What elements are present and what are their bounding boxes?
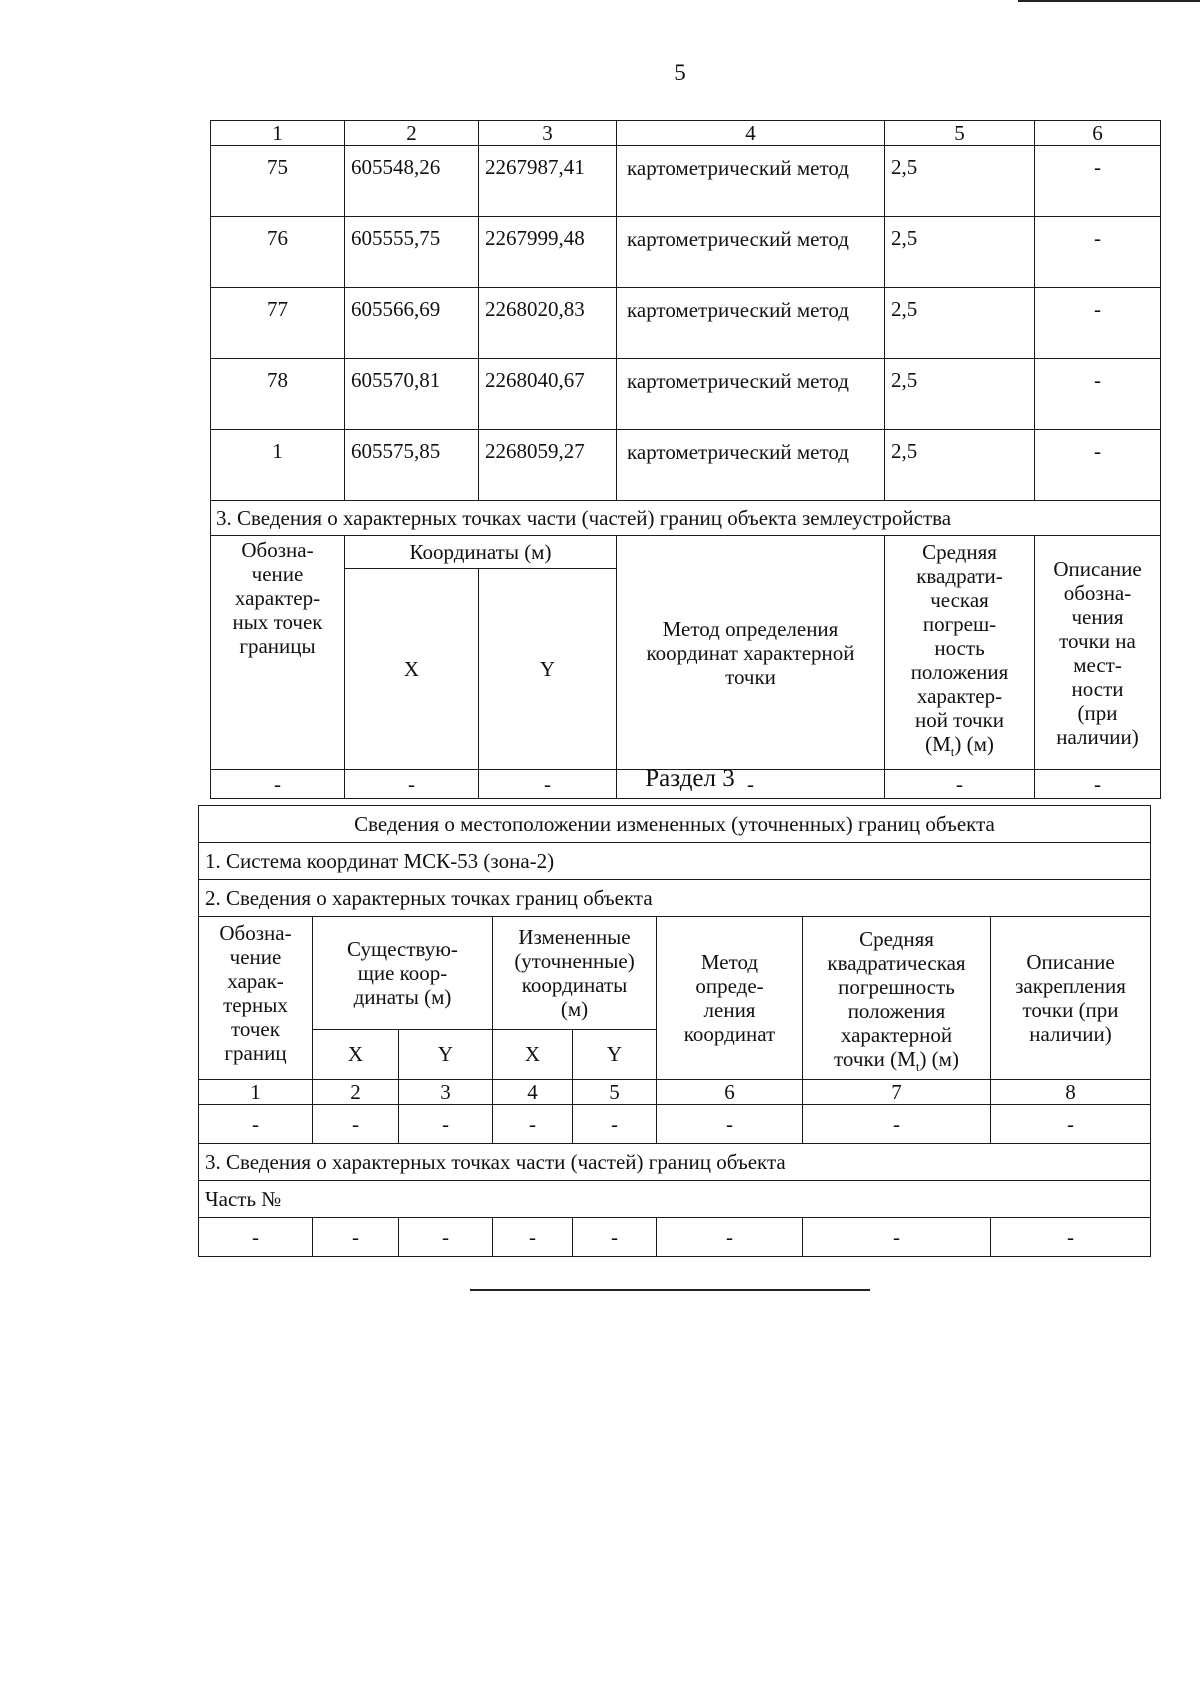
dash-cell: - (657, 1218, 803, 1257)
error-value: 2,5 (885, 146, 1035, 217)
dash-cell: - (211, 770, 345, 799)
coord-x: 605570,81 (345, 359, 479, 430)
changed-boundaries-table (198, 805, 1151, 1257)
description: - (1035, 217, 1161, 288)
error-value: 2,5 (885, 359, 1035, 430)
dash-cell: - (1035, 770, 1161, 799)
coord-x: 605555,75 (345, 217, 479, 288)
dash-cell: - (991, 1218, 1151, 1257)
error-value: 2,5 (885, 288, 1035, 359)
point-id: 1 (211, 430, 345, 501)
error-header (803, 917, 991, 1080)
table-row (211, 359, 1161, 430)
part-label-row (199, 1181, 1151, 1218)
dash-cell: - (199, 1218, 313, 1257)
col-num: 8 (991, 1080, 1151, 1105)
coord-y: 2267999,48 (479, 217, 617, 288)
coordinate-system: 1. Система координат МСК-53 (зона-2) (199, 843, 1151, 880)
top-edge-line (1018, 0, 1200, 2)
parts-title: 3. Сведения о характерных точках части (частей) границ объекта (199, 1144, 1151, 1181)
table-row (211, 288, 1161, 359)
col-num: 2 (313, 1080, 399, 1105)
coord-y: 2267987,41 (479, 146, 617, 217)
column-numbers-row (211, 121, 1161, 146)
designation-header: Обозна- чение харак- терных точек границ (199, 917, 313, 1080)
col-num: 5 (885, 121, 1035, 146)
point-id: 76 (211, 217, 345, 288)
dash-cell: - (399, 1218, 493, 1257)
part-label: Часть № (199, 1181, 1151, 1218)
dash-cell: - (313, 1105, 399, 1144)
description: - (1035, 359, 1161, 430)
error-value: 2,5 (885, 430, 1035, 501)
error-header-tail: ) (м) (954, 732, 994, 756)
error-header-sub: t (915, 1059, 920, 1075)
col-num: 2 (345, 121, 479, 146)
section3-title: 3. Сведения о характерных точках части (частей) границ объекта землеустройства (211, 501, 1161, 536)
coord-y: 2268020,83 (479, 288, 617, 359)
dash-cell: - (573, 1218, 657, 1257)
method-header: Метод определения координат характерной точки (617, 536, 885, 770)
table-title: Сведения о местоположении измененных (уточненных) границ объекта (199, 806, 1151, 843)
error-header-tail: ) (м) (919, 1047, 959, 1071)
changed-coords-header: Измененные (уточненные) координаты (м) (493, 917, 657, 1030)
description: - (1035, 430, 1161, 501)
dash-cell: - (617, 770, 885, 799)
col-num: 6 (657, 1080, 803, 1105)
col-num: 3 (479, 121, 617, 146)
col-num: 4 (617, 121, 885, 146)
y-header: Y (479, 569, 617, 770)
dash-cell: - (199, 1105, 313, 1144)
error-header-text: Средняя квадрати- ческая погреш- ность положения характер- ной точки (M (910, 540, 1009, 756)
table-row (211, 430, 1161, 501)
dash-cell: - (803, 1218, 991, 1257)
description: - (1035, 288, 1161, 359)
table-row (199, 1218, 1151, 1257)
method: картометрический метод (617, 217, 885, 288)
error-header (885, 536, 1035, 770)
col-num: 1 (211, 121, 345, 146)
points-title: 2. Сведения о характерных точках границ объекта (199, 880, 1151, 917)
coord-x: 605575,85 (345, 430, 479, 501)
y-header: Y (573, 1029, 657, 1080)
method: картометрический метод (617, 146, 885, 217)
x-header: X (345, 569, 479, 770)
dash-cell: - (345, 770, 479, 799)
designation-header: Обозна- чение характер- ных точек границы (211, 536, 345, 770)
end-line (470, 1289, 870, 1291)
table-row (199, 1105, 1151, 1144)
method: картометрический метод (617, 430, 885, 501)
dash-cell: - (573, 1105, 657, 1144)
error-value: 2,5 (885, 217, 1035, 288)
dash-cell: - (885, 770, 1035, 799)
col-num: 1 (199, 1080, 313, 1105)
table-row (211, 217, 1161, 288)
col-num: 7 (803, 1080, 991, 1105)
error-header-text: Средняя квадратическая погрешность положения характерной точки (M (827, 927, 966, 1071)
coords-header: Координаты (м) (345, 536, 617, 569)
description-header: Описание закрепления точки (при наличии) (991, 917, 1151, 1080)
col-num: 6 (1035, 121, 1161, 146)
description-header: Описание обозна- чения точки на мест- ности (при наличии) (1035, 536, 1161, 770)
dash-cell: - (479, 770, 617, 799)
method: картометрический метод (617, 288, 885, 359)
column-header-row (211, 536, 1161, 569)
parts-title-row (199, 1144, 1151, 1181)
system-row (199, 843, 1151, 880)
dash-cell: - (493, 1105, 573, 1144)
column-header-row (199, 917, 1151, 1030)
dash-cell: - (803, 1105, 991, 1144)
col-num: 3 (399, 1080, 493, 1105)
existing-coords-header: Существую- щие коор- динаты (м) (313, 917, 493, 1030)
method-header: Метод опреде- ления координат (657, 917, 803, 1080)
x-header: X (493, 1029, 573, 1080)
y-header: Y (399, 1029, 493, 1080)
points-table (210, 120, 1161, 799)
section-heading: Раздел 3 (645, 765, 735, 792)
col-num: 5 (573, 1080, 657, 1105)
x-header: X (313, 1029, 399, 1080)
table-row (211, 146, 1161, 217)
point-id: 77 (211, 288, 345, 359)
coord-x: 605548,26 (345, 146, 479, 217)
dash-cell: - (399, 1105, 493, 1144)
coord-x: 605566,69 (345, 288, 479, 359)
col-num: 4 (493, 1080, 573, 1105)
error-header-sub: t (950, 744, 955, 760)
description: - (1035, 146, 1161, 217)
dash-cell: - (493, 1218, 573, 1257)
method: картометрический метод (617, 359, 885, 430)
dash-cell: - (657, 1105, 803, 1144)
coord-y: 2268059,27 (479, 430, 617, 501)
column-numbers-row (199, 1080, 1151, 1105)
page-number: 5 (674, 60, 686, 85)
section3-row (211, 501, 1161, 536)
coord-y: 2268040,67 (479, 359, 617, 430)
point-id: 78 (211, 359, 345, 430)
points-title-row (199, 880, 1151, 917)
table-title-row (199, 806, 1151, 843)
dash-cell: - (313, 1218, 399, 1257)
dash-cell: - (991, 1105, 1151, 1144)
point-id: 75 (211, 146, 345, 217)
